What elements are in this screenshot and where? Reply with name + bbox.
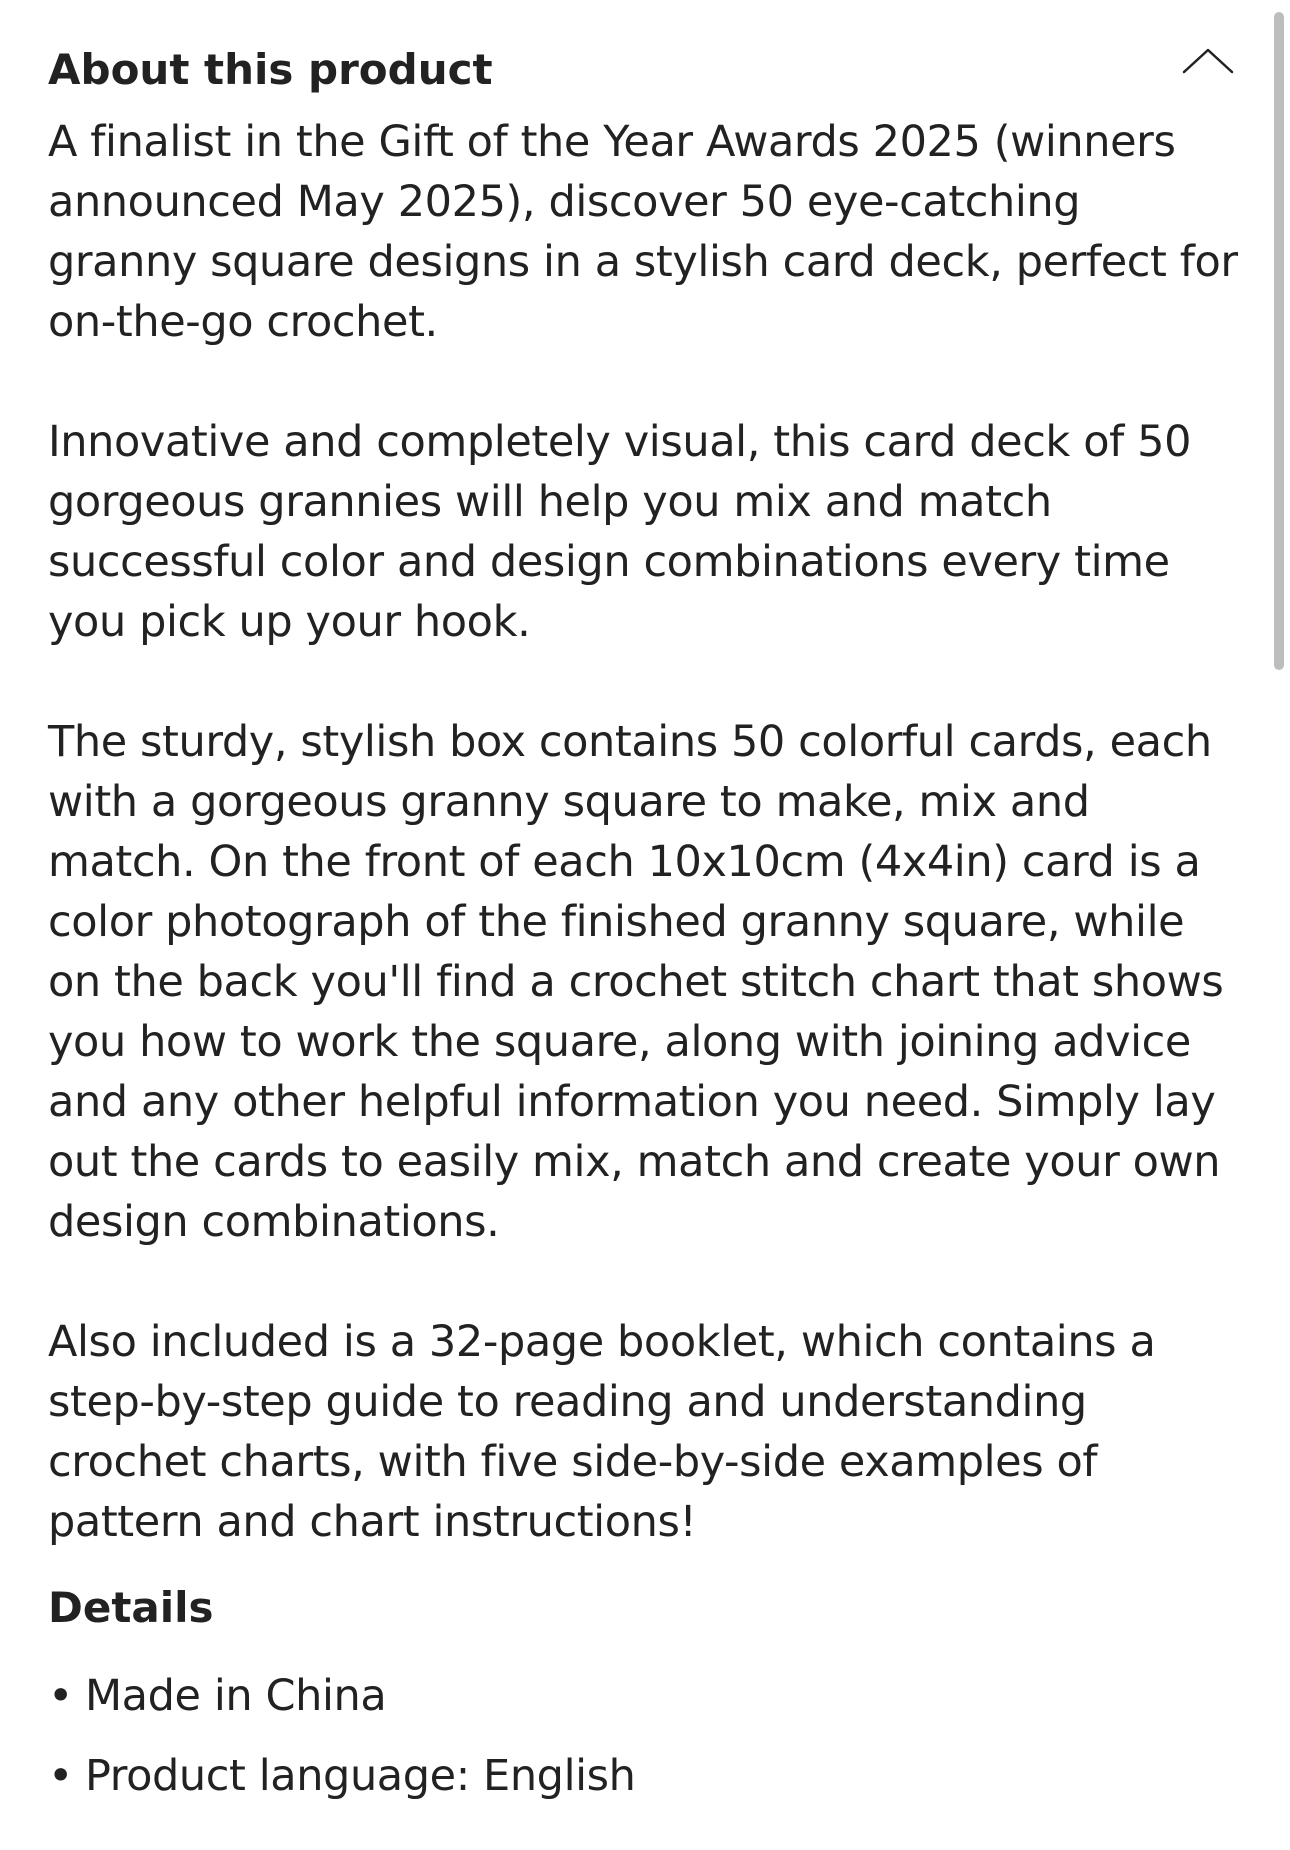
details-item	[48, 1656, 1238, 1736]
details-title: Details	[48, 1583, 214, 1632]
collapse-toggle-button[interactable]	[1178, 40, 1238, 90]
details-item-text: Made in China	[84, 1671, 387, 1721]
description-paragraph: Also included is a 32-page booklet, which contains a step-by-step guide to reading and understanding crochet charts, with five side-by-side examples of pattern and chart instructions!	[48, 1317, 1156, 1547]
details-item-text: Product language: English	[84, 1751, 636, 1801]
section-header[interactable]	[48, 0, 1238, 112]
about-product-section	[48, 0, 1238, 1816]
description-paragraph: The sturdy, stylish box contains 50 colorful cards, each with a gorgeous granny square to make, mix and match. On the front of each 10x10cm (4x4in) card is a color photograph of the finished granny square, while on the back you'll find a crochet stitch chart that shows you how to work the square, along with joining advice and any other helpful information you need. Simply lay out the cards to easily mix, match and create your own design combinations.	[48, 717, 1224, 1247]
chevron-up-icon	[1178, 40, 1238, 90]
details-list	[48, 1656, 1238, 1816]
section-title: About this product	[48, 45, 493, 94]
description-paragraph: Innovative and completely visual, this card deck of 50 gorgeous grannies will help you mix and match successful color and design combinations every time you pick up your hook.	[48, 417, 1192, 647]
description-paragraph: A finalist in the Gift of the Year Awards 2025 (winners announced May 2025), discover 50 eye-catching granny square designs in a stylish card deck, perfect for on-the-go crochet.	[48, 117, 1238, 347]
product-description	[48, 112, 1238, 1552]
bullet: •	[48, 1751, 73, 1801]
scrollbar-thumb[interactable]	[1274, 12, 1284, 670]
details-item	[48, 1736, 1238, 1816]
bullet: •	[48, 1671, 73, 1721]
